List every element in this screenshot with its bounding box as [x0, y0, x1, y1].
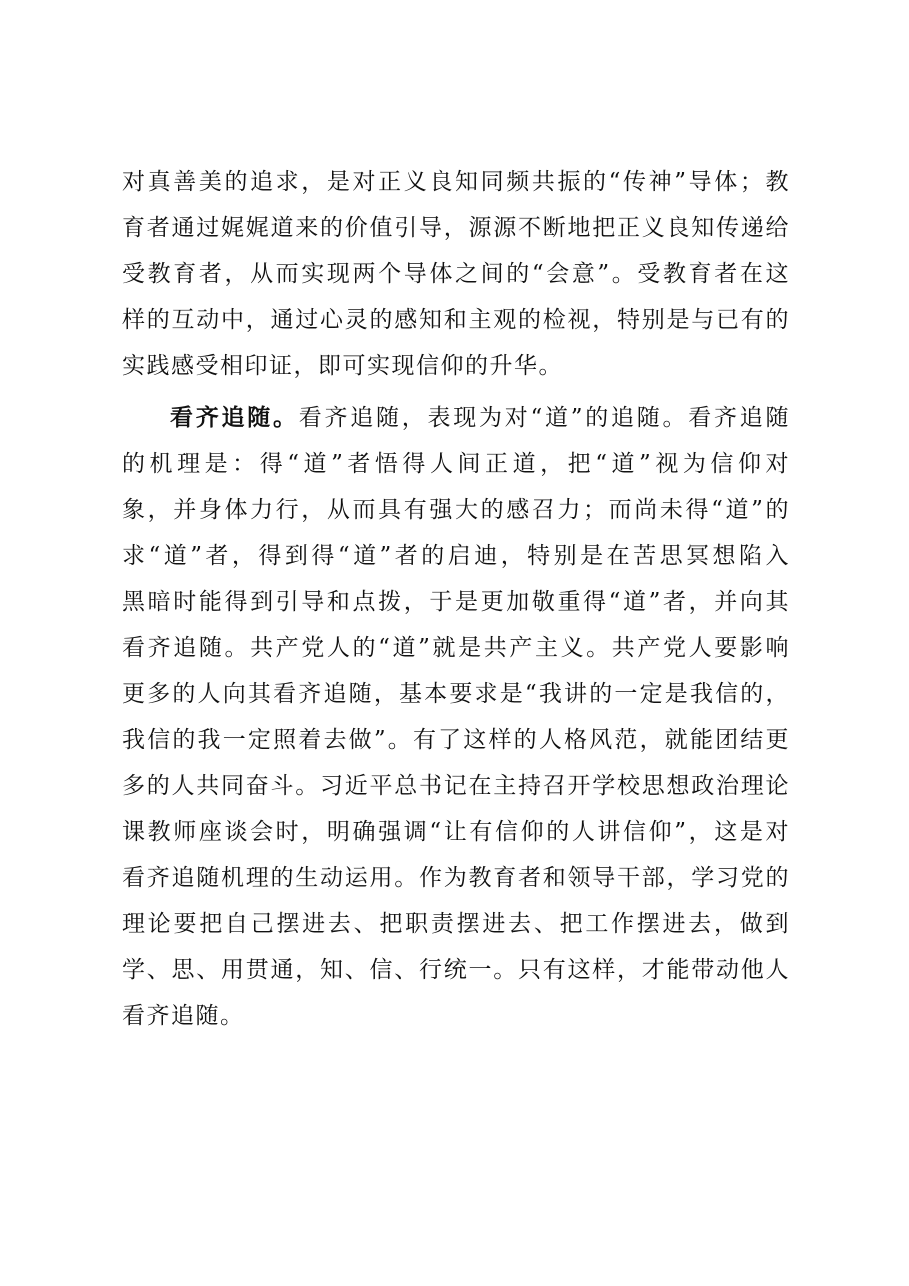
paragraph-line: 课教师座谈会时，明确强调“让有信仰的人讲信仰”，这是对: [122, 819, 790, 845]
paragraph-line: 看齐追随。: [122, 1003, 245, 1029]
paragraph-line: 象，并身体力行，从而具有强大的感召力；而尚未得“道”的: [122, 497, 790, 523]
section-heading: 看齐追随。: [170, 404, 299, 431]
paragraph-line: 看齐追随机理的生动运用。作为教育者和领导干部，学习党的: [122, 865, 790, 891]
paragraph-line: 育者通过娓娓道来的价值引导，源源不断地把正义良知传递给: [122, 215, 790, 241]
paragraph-line: 理论要把自己摆进去、把职责摆进去、把工作摆进去，做到: [122, 911, 790, 937]
paragraph-line: 对真善美的追求，是对正义良知同频共振的“传神”导体；教: [122, 169, 790, 195]
first-line-text: 看齐追随，表现为对“道”的追随。看齐追随: [298, 405, 790, 431]
paragraph-line: 求“道”者，得到得“道”者的启迪，特别是在苦思冥想陷入: [122, 543, 790, 569]
paragraph-line: 受教育者，从而实现两个导体之间的“会意”。受教育者在这: [122, 261, 790, 287]
paragraph-line: 的机理是：得“道”者悟得人间正道，把“道”视为信仰对: [122, 451, 790, 477]
paragraph-line: 我信的我一定照着去做”。有了这样的人格风范，就能团结更: [122, 727, 790, 753]
paragraph-first-line: [170, 396, 790, 440]
paragraph-line: 黑暗时能得到引导和点拨，于是更加敬重得“道”者，并向其: [122, 589, 790, 615]
paragraph-line: 多的人共同奋斗。习近平总书记在主持召开学校思想政治理论: [122, 773, 790, 799]
paragraph-line: 看齐追随。共产党人的“道”就是共产主义。共产党人要影响: [122, 635, 790, 661]
paragraph-line: 学、思、用贯通，知、信、行统一。只有这样，才能带动他人: [122, 957, 790, 983]
paragraph-line: 样的互动中，通过心灵的感知和主观的检视，特别是与已有的: [122, 307, 790, 333]
paragraph-line: 实践感受相印证，即可实现信仰的升华。: [122, 353, 563, 379]
paragraph-line: 更多的人向其看齐追随，基本要求是“我讲的一定是我信的，: [122, 681, 790, 707]
